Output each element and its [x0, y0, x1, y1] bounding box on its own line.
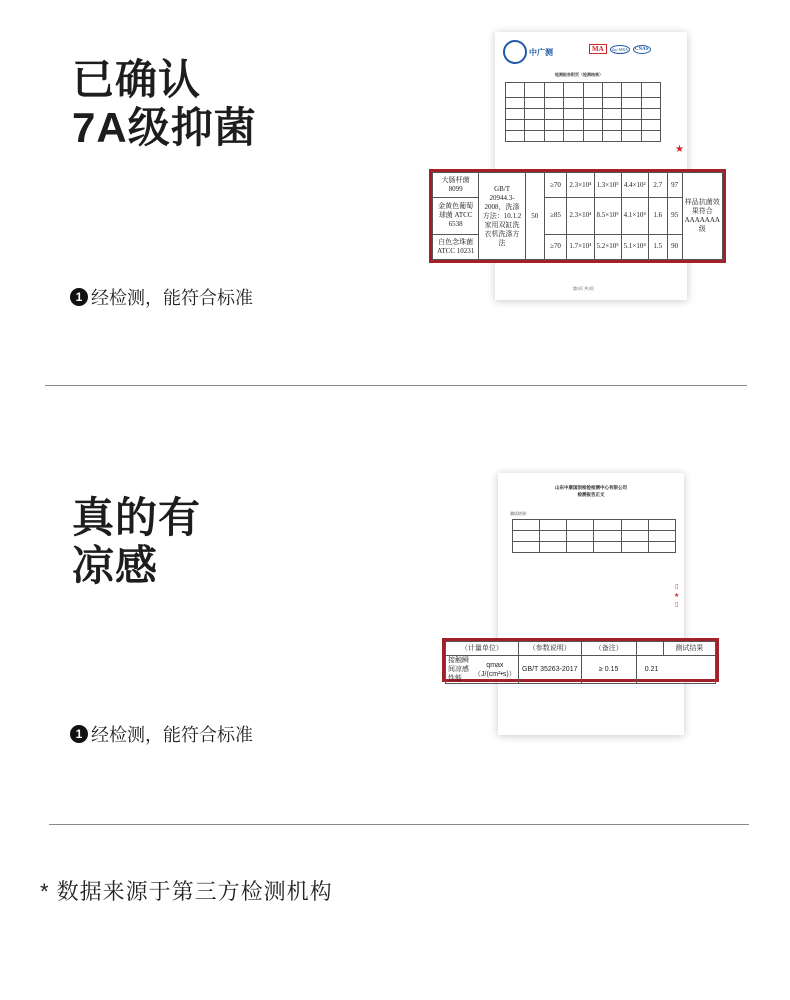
headline-line2: 7A级抑菌: [72, 104, 257, 151]
value-cell: 1.7×10⁴: [567, 234, 594, 259]
value-cell: 1.6: [648, 198, 667, 235]
rate-cell: 90: [667, 234, 682, 259]
standard-cell: GB/T 35263-2017: [518, 656, 581, 684]
conclusion-cell: 样品抗菌效果符合AAAAAAA级: [682, 173, 722, 260]
number-badge-icon: 1: [70, 288, 88, 306]
header-cell: 测试结果: [663, 642, 715, 656]
unit-symbol: qmax: [486, 661, 504, 669]
unit: （J/(cm²•s)）: [474, 670, 516, 678]
headline-line1: 已确认: [72, 56, 202, 103]
cooling-report-document: [498, 473, 684, 735]
test-item: 接触瞬间凉感性能: [448, 657, 469, 682]
red-seal-icon: ★: [675, 144, 684, 155]
report-title: 检测报告正文: [577, 492, 605, 497]
value-cell: 5.1×10⁴: [621, 234, 648, 259]
value-cell: 4.4×10²: [621, 173, 648, 198]
cnas-mark-icon: CNAS: [634, 46, 649, 52]
organism-cell: 大肠杆菌 8099: [433, 173, 479, 198]
cma-mark-icon: MA: [589, 44, 607, 54]
section2-headline: [72, 494, 201, 590]
rate-cell: 95: [667, 198, 682, 235]
value-cell: 1.3×10⁵: [594, 173, 621, 198]
requirement-cell: ≥70: [544, 173, 567, 198]
report-background-table: [512, 519, 676, 553]
data-source-footnote: * 数据来源于第三方检测机构: [40, 879, 333, 904]
header-cell: （参数说明）: [518, 642, 581, 656]
requirement-cell: ≥70: [544, 234, 567, 259]
section2-note: [70, 721, 253, 747]
section1-headline: [72, 56, 257, 152]
cert-marks: [589, 44, 651, 54]
headline-line2: 凉感: [72, 542, 159, 589]
section1-note: [70, 284, 253, 310]
brand-logo-icon: [503, 40, 527, 64]
method-cell: GB/T 20944.3-2008，洗涤方法：10.1.2家用双缸洗衣机洗涤方法: [479, 173, 526, 260]
organism-cell: 白色念珠菌 ATCC 10231: [433, 234, 479, 259]
red-seal-icon: ▯ ★ ▯: [674, 584, 680, 608]
wash-count-cell: 50: [525, 173, 544, 260]
section-divider: [45, 385, 747, 386]
rate-cell: 97: [667, 173, 682, 198]
brand-name: 中广测: [529, 47, 553, 57]
requirement-cell: ≥ 0.15: [581, 656, 636, 684]
value-cell: 1.5: [648, 234, 667, 259]
organism-cell: 金黄色葡萄球菌 ATCC 6538: [433, 198, 479, 235]
note-text: 经检测，能符合标准: [91, 288, 253, 308]
section-divider: [49, 824, 749, 825]
report-org: 山东中康国创检验检测中心有限公司: [555, 485, 627, 490]
value-cell: 2.7: [648, 173, 667, 198]
highlight-zoom-antibacterial: [429, 169, 726, 263]
value-cell: 5.2×10⁵: [594, 234, 621, 259]
report-brand: [503, 40, 553, 64]
header-cell: （备注）: [581, 642, 636, 656]
zoom-results-table: [445, 641, 716, 684]
value-cell: 4.1×10⁴: [621, 198, 648, 235]
requirement-cell: ≥85: [544, 198, 567, 235]
report-page-footer: 第1页 共1页: [573, 286, 594, 291]
value-cell: 2.3×10⁴: [567, 173, 594, 198]
section-label: 测试结果：: [510, 511, 530, 516]
highlight-zoom-cooling: [442, 638, 719, 682]
report-title: 检测报告附页（检测结果）: [555, 72, 603, 77]
number-badge-icon: 1: [70, 725, 88, 743]
report-background-table: [505, 82, 661, 142]
header-cell: [636, 642, 663, 656]
headline-line1: 真的有: [72, 494, 202, 541]
value-cell: 8.5×10⁵: [594, 198, 621, 235]
ilac-mark-icon: ilac-MRA: [611, 46, 628, 52]
note-text: 经检测，能符合标准: [91, 725, 253, 745]
zoom-results-table: [432, 172, 723, 260]
result-cell: 0.21: [636, 656, 715, 684]
header-cell: （计量单位）: [446, 642, 519, 656]
item-cell: [446, 656, 519, 684]
value-cell: 2.3×10⁴: [567, 198, 594, 235]
